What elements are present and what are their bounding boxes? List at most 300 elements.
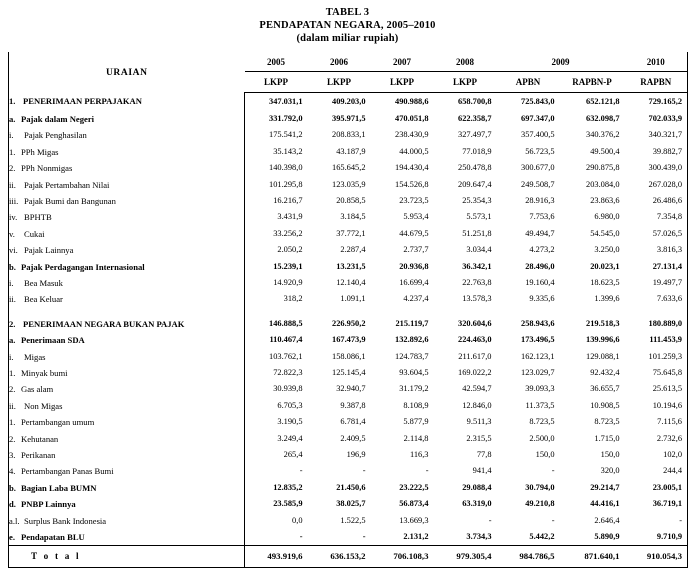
row-value-cell: 51.251,8 <box>462 228 492 238</box>
row-value-cell: 8.723,5 <box>529 417 555 427</box>
row-value-cell: 20.936,8 <box>399 261 429 271</box>
row-value-cell: 16.699,4 <box>399 277 429 287</box>
row-label-cell <box>9 193 245 209</box>
column-header-year-2005: 2005 <box>245 52 308 72</box>
row-label-cell <box>9 414 245 430</box>
table-row <box>9 93 688 111</box>
row-value-cell: 209.647,4 <box>458 179 492 189</box>
row-value-cell: 75.645,8 <box>625 365 688 381</box>
table-row <box>9 111 688 127</box>
row-label-text: Pajak Perdagangan Internasional <box>21 261 145 272</box>
row-marker: iii. <box>9 195 19 206</box>
column-header-basis-2006: LKPP <box>308 72 371 93</box>
row-label-text: Bagian Laba BUMN <box>21 482 97 493</box>
row-value-cell: 2.131,2 <box>403 532 429 542</box>
table-body <box>9 93 688 568</box>
row-value-cell: 23.723,5 <box>399 195 429 205</box>
row-value-cell: 44.000,5 <box>399 146 429 156</box>
row-value-cell: 12.140,4 <box>336 277 366 287</box>
row-value-cell: - <box>488 515 492 525</box>
row-value-cell: 102,0 <box>625 447 688 463</box>
row-value-cell: - <box>551 515 555 525</box>
table-head <box>9 52 688 93</box>
row-label-text: Migas <box>24 351 46 362</box>
row-value-cell: 38.025,7 <box>336 499 366 509</box>
row-label-cell <box>9 242 245 258</box>
table-row <box>9 513 688 529</box>
row-value-cell: 43.187,9 <box>336 146 366 156</box>
row-label-cell <box>9 209 245 225</box>
row-label-cell <box>9 513 245 529</box>
row-value-cell: 2.732,6 <box>625 431 688 447</box>
row-value-cell: 267.028,0 <box>625 177 688 193</box>
row-value-cell: 725.843,0 <box>521 97 555 107</box>
row-value-cell: 13.669,3 <box>399 515 429 525</box>
row-value-cell: 249.508,7 <box>521 179 555 189</box>
row-label-cell <box>9 365 245 381</box>
table-container <box>8 52 687 568</box>
table-unit-note: (dalam miliar rupiah) <box>296 32 399 44</box>
row-label-cell <box>9 480 245 496</box>
row-value-cell: 150,0 <box>535 450 555 460</box>
row-label-cell <box>9 381 245 397</box>
row-label-cell <box>9 463 245 479</box>
row-marker: 1. <box>9 367 16 378</box>
total-value-cell: 871.640,1 <box>560 546 625 568</box>
header-year-row <box>9 52 688 72</box>
table-row <box>9 259 688 275</box>
row-value-cell: 300.677,0 <box>521 163 555 173</box>
row-label-cell <box>9 144 245 160</box>
row-value-cell: - <box>362 532 366 542</box>
row-value-cell: 219.518,3 <box>586 318 620 328</box>
row-label-cell <box>9 226 245 242</box>
row-label-cell <box>9 529 245 546</box>
row-value-cell: 56.723,5 <box>525 146 555 156</box>
column-header-year-2006: 2006 <box>308 52 371 72</box>
table-row <box>9 144 688 160</box>
row-value-cell: 110.467,4 <box>269 335 303 345</box>
row-value-cell: - <box>551 466 555 476</box>
row-value-cell: 32.940,7 <box>336 384 366 394</box>
row-value-cell: 320.604,6 <box>458 318 492 328</box>
row-value-cell: 632.098,7 <box>586 113 620 123</box>
row-value-cell: 215.119,7 <box>395 318 429 328</box>
row-value-cell: 44.416,1 <box>590 499 620 509</box>
row-value-cell: 92.432,4 <box>590 367 620 377</box>
row-value-cell: 180.889,0 <box>625 316 688 332</box>
row-value-cell: 2.409,5 <box>340 433 366 443</box>
row-value-cell: 15.239,1 <box>273 261 303 271</box>
row-label-text: Pajak dalam Negeri <box>21 113 95 124</box>
row-value-cell: 140.398,0 <box>269 163 303 173</box>
row-marker: vi. <box>9 245 18 256</box>
table-title: PENDAPATAN NEGARA, 2005–2010 <box>259 19 436 31</box>
row-value-cell: 265,4 <box>283 450 303 460</box>
table-row <box>9 226 688 242</box>
row-value-cell: 3.190,5 <box>277 417 303 427</box>
row-label-text: Pendapatan BLU <box>21 532 85 543</box>
row-value-cell: 123.035,9 <box>332 179 366 189</box>
row-marker: 1. <box>9 146 16 157</box>
row-marker: a.l. <box>9 515 20 526</box>
row-label-text: Surplus Bank Indonesia <box>24 515 107 526</box>
row-value-cell: 37.772,1 <box>336 228 366 238</box>
row-value-cell: 211.617,0 <box>458 351 492 361</box>
row-value-cell: 77,8 <box>476 450 492 460</box>
row-marker: v. <box>9 228 15 239</box>
row-value-cell: 395.971,5 <box>332 113 366 123</box>
row-value-cell: 49.210,8 <box>525 499 555 509</box>
row-marker: 1. <box>9 417 16 428</box>
row-value-cell: 941,4 <box>472 466 492 476</box>
row-marker: iv. <box>9 212 18 223</box>
column-header-basis-2009-rapbnp: RAPBN-P <box>560 72 625 93</box>
total-label: T o t a l <box>9 546 245 568</box>
row-value-cell: 729.165,2 <box>625 93 688 111</box>
spacer-cell <box>371 308 434 316</box>
table-row <box>9 398 688 414</box>
row-label-text: Kehutanan <box>21 433 59 444</box>
row-value-cell: 16.216,7 <box>273 195 303 205</box>
table-row <box>9 160 688 176</box>
table-row <box>9 414 688 430</box>
column-header-basis-2009-apbn: APBN <box>497 72 560 93</box>
row-value-cell: 697.347,0 <box>521 113 555 123</box>
row-value-cell: 347.031,1 <box>269 97 303 107</box>
total-value-cell: 979.305,4 <box>434 546 497 568</box>
row-marker: ii. <box>9 179 16 190</box>
spacer-cell <box>497 308 560 316</box>
row-value-cell: 300.439,0 <box>625 160 688 176</box>
row-label-cell <box>9 93 245 111</box>
row-value-cell: 340.321,7 <box>625 127 688 143</box>
row-value-cell: 2.500,0 <box>529 433 555 443</box>
row-value-cell: 3.184,5 <box>340 212 366 222</box>
row-label-cell <box>9 316 245 332</box>
row-value-cell: 18.623,5 <box>590 277 620 287</box>
row-label-text: Pajak Pertambahan Nilai <box>24 179 110 190</box>
row-value-cell: 4.273,2 <box>529 245 555 255</box>
row-value-cell: - <box>425 466 429 476</box>
row-value-cell: 72.822,3 <box>273 367 303 377</box>
row-value-cell: 132.892,6 <box>395 335 429 345</box>
table-row <box>9 381 688 397</box>
row-value-cell: 175.541,2 <box>269 130 303 140</box>
row-value-cell: 1.715,0 <box>594 433 620 443</box>
spacer-cell <box>434 308 497 316</box>
column-header-year-2008: 2008 <box>434 52 497 72</box>
row-value-cell: 49.500,4 <box>590 146 620 156</box>
row-value-cell: 2.315,5 <box>466 433 492 443</box>
row-value-cell: 35.143,2 <box>273 146 303 156</box>
row-marker: ii. <box>9 294 16 305</box>
row-value-cell: 63.319,0 <box>462 499 492 509</box>
column-header-year-2009: 2009 <box>497 52 625 72</box>
row-value-cell: 154.526,8 <box>395 179 429 189</box>
row-value-cell: 11.373,5 <box>525 400 555 410</box>
row-label-cell <box>9 127 245 143</box>
row-label-text: Perikanan <box>21 450 56 461</box>
spacer-cell <box>560 308 625 316</box>
row-value-cell: 5.890,9 <box>594 532 620 542</box>
row-label-text: Cukai <box>24 228 45 239</box>
row-value-cell: 36.719,1 <box>625 496 688 512</box>
table-row <box>9 480 688 496</box>
row-value-cell: 357.400,5 <box>521 130 555 140</box>
row-value-cell: 1.091,1 <box>340 294 366 304</box>
table-spacer-row <box>9 308 688 316</box>
row-value-cell: 7.115,6 <box>625 414 688 430</box>
row-value-cell: 652.121,8 <box>586 97 620 107</box>
table-row <box>9 291 688 307</box>
row-value-cell: 5.573,1 <box>466 212 492 222</box>
row-value-cell: 20.858,5 <box>336 195 366 205</box>
row-marker: a. <box>9 335 16 346</box>
row-value-cell: 14.920,9 <box>273 277 303 287</box>
row-value-cell: 8.723,5 <box>594 417 620 427</box>
row-value-cell: 173.496,5 <box>521 335 555 345</box>
row-value-cell: 150,0 <box>600 450 620 460</box>
row-value-cell: 93.604,5 <box>399 367 429 377</box>
row-value-cell: 36.655,7 <box>590 384 620 394</box>
row-label-text: Pertambangan umum <box>21 417 95 428</box>
row-marker: b. <box>9 261 16 272</box>
row-label-text: PPh Migas <box>21 146 59 157</box>
spacer-cell <box>245 308 308 316</box>
row-label-cell <box>9 349 245 365</box>
row-value-cell: 124.783,7 <box>395 351 429 361</box>
row-value-cell: 3.249,4 <box>277 433 303 443</box>
row-value-cell: 103.762,1 <box>269 351 303 361</box>
row-value-cell: 12.835,2 <box>273 482 303 492</box>
row-value-cell: 702.033,9 <box>625 111 688 127</box>
row-value-cell: 20.023,1 <box>590 261 620 271</box>
row-label-cell <box>9 447 245 463</box>
row-label-text: Penerimaan SDA <box>21 335 85 346</box>
table-row <box>9 242 688 258</box>
row-value-cell: - <box>625 513 688 529</box>
row-value-cell: 3.816,3 <box>625 242 688 258</box>
row-marker: 1. <box>9 96 16 107</box>
row-value-cell: 320,0 <box>600 466 620 476</box>
row-label-text: PENERIMAAN PERPAJAKAN <box>23 96 142 107</box>
row-value-cell: 36.342,1 <box>462 261 492 271</box>
row-label-cell <box>9 177 245 193</box>
row-value-cell: 196,9 <box>346 450 366 460</box>
row-value-cell: 340.376,2 <box>586 130 620 140</box>
row-value-cell: 3.734,3 <box>466 532 492 542</box>
row-marker: 2. <box>9 433 16 444</box>
row-value-cell: 158.086,1 <box>332 351 366 361</box>
row-marker: 2. <box>9 384 16 395</box>
row-label-cell <box>9 275 245 291</box>
row-value-cell: 3.034,4 <box>466 245 492 255</box>
row-value-cell: 10.908,5 <box>590 400 620 410</box>
column-header-uraian: URAIAN <box>9 52 245 93</box>
column-header-basis-2005: LKPP <box>245 72 308 93</box>
row-value-cell: 622.358,7 <box>458 113 492 123</box>
table-row <box>9 431 688 447</box>
row-value-cell: 258.943,6 <box>521 318 555 328</box>
row-value-cell: 25.613,5 <box>625 381 688 397</box>
row-value-cell: 167.473,9 <box>332 335 366 345</box>
row-value-cell: 7.354,8 <box>625 209 688 225</box>
row-marker: 2. <box>9 163 16 174</box>
row-label-text: Bea Keluar <box>24 294 63 305</box>
row-value-cell: 4.237,4 <box>403 294 429 304</box>
row-value-cell: 7.633,6 <box>625 291 688 307</box>
row-value-cell: 129.088,1 <box>586 351 620 361</box>
row-label-text: Bea Masuk <box>24 277 63 288</box>
column-header-year-2010: 2010 <box>625 52 688 72</box>
row-value-cell: 2.646,4 <box>594 515 620 525</box>
row-value-cell: 13.578,3 <box>462 294 492 304</box>
row-label-text: Pajak Lainnya <box>24 245 74 256</box>
row-marker: b. <box>9 482 16 493</box>
row-value-cell: 56.873,4 <box>399 499 429 509</box>
spacer-cell <box>308 308 371 316</box>
row-value-cell: 31.179,2 <box>399 384 429 394</box>
row-value-cell: 490.988,6 <box>395 97 429 107</box>
row-value-cell: 290.875,8 <box>586 163 620 173</box>
row-value-cell: 19.160,4 <box>525 277 555 287</box>
row-label-cell <box>9 160 245 176</box>
row-value-cell: 111.453,9 <box>625 332 688 348</box>
table-row <box>9 447 688 463</box>
row-label-cell <box>9 332 245 348</box>
row-marker: ii. <box>9 400 16 411</box>
row-value-cell: 2.287,4 <box>340 245 366 255</box>
spacer-cell <box>9 308 245 316</box>
row-value-cell: 29.214,7 <box>590 482 620 492</box>
table-row <box>9 529 688 546</box>
row-value-cell: 318,2 <box>283 294 303 304</box>
table-row <box>9 332 688 348</box>
row-value-cell: 162.123,1 <box>521 351 555 361</box>
row-value-cell: - <box>362 466 366 476</box>
table-row <box>9 209 688 225</box>
row-value-cell: 123.029,7 <box>521 367 555 377</box>
row-label-cell <box>9 111 245 127</box>
row-value-cell: 29.088,4 <box>462 482 492 492</box>
row-label-text: Non Migas <box>24 400 63 411</box>
row-label-cell <box>9 496 245 512</box>
table-row <box>9 463 688 479</box>
row-label-text: Gas alam <box>21 384 54 395</box>
row-value-cell: 3.250,0 <box>594 245 620 255</box>
table-row <box>9 177 688 193</box>
column-header-basis-2010-rapbn: RAPBN <box>625 72 688 93</box>
table-number: TABEL 3 <box>325 7 370 18</box>
table-title-block <box>0 0 695 45</box>
row-value-cell: 2.050,2 <box>277 245 303 255</box>
row-value-cell: 23.863,6 <box>590 195 620 205</box>
row-value-cell: 13.231,5 <box>336 261 366 271</box>
row-value-cell: 2.114,8 <box>403 433 429 443</box>
row-value-cell: 9.511,3 <box>466 417 492 427</box>
row-value-cell: 27.131,4 <box>625 259 688 275</box>
row-value-cell: - <box>299 466 303 476</box>
table-row <box>9 496 688 512</box>
row-marker: d. <box>9 499 16 510</box>
row-value-cell: 8.108,9 <box>403 400 429 410</box>
row-value-cell: 9.710,9 <box>625 529 688 546</box>
row-value-cell: 6.705,3 <box>277 400 303 410</box>
row-marker: i. <box>9 130 14 141</box>
row-value-cell: 42.594,7 <box>462 384 492 394</box>
table-row <box>9 365 688 381</box>
row-label-text: Pajak Penghasilan <box>24 130 87 141</box>
row-label-cell <box>9 291 245 307</box>
row-value-cell: 22.763,8 <box>462 277 492 287</box>
row-value-cell: 327.497,7 <box>458 130 492 140</box>
table-total-row <box>9 546 688 568</box>
table-row <box>9 127 688 143</box>
row-value-cell: 28.916,3 <box>525 195 555 205</box>
row-value-cell: 238.430,9 <box>395 130 429 140</box>
row-value-cell: 208.833,1 <box>332 130 366 140</box>
total-value-cell: 706.108,3 <box>371 546 434 568</box>
row-value-cell: 116,3 <box>409 450 429 460</box>
row-value-cell: 39.093,3 <box>525 384 555 394</box>
row-label-text: PENERIMAAN NEGARA BUKAN PAJAK <box>23 318 185 329</box>
row-value-cell: 9.335,6 <box>529 294 555 304</box>
row-value-cell: 54.545,0 <box>590 228 620 238</box>
row-label-text: PPh Nonmigas <box>21 163 73 174</box>
row-value-cell: 226.950,2 <box>332 318 366 328</box>
row-value-cell: 33.256,2 <box>273 228 303 238</box>
column-header-year-2007: 2007 <box>371 52 434 72</box>
row-value-cell: 49.494,7 <box>525 228 555 238</box>
row-value-cell: 139.996,6 <box>586 335 620 345</box>
row-marker: i. <box>9 277 14 288</box>
spacer-cell <box>625 308 688 316</box>
row-label-text: Pajak Bumi dan Bangunan <box>24 195 116 206</box>
row-label-text: BPHTB <box>24 212 52 223</box>
row-value-cell: 125.145,4 <box>332 367 366 377</box>
total-value-cell: 984.786,5 <box>497 546 560 568</box>
table-row <box>9 316 688 332</box>
row-marker: 3. <box>9 450 16 461</box>
row-value-cell: 57.026,5 <box>625 226 688 242</box>
column-header-basis-2007: LKPP <box>371 72 434 93</box>
row-label-cell <box>9 431 245 447</box>
row-label-text: PNBP Lainnya <box>21 499 76 510</box>
row-value-cell: 224.463,0 <box>458 335 492 345</box>
row-value-cell: 9.387,8 <box>340 400 366 410</box>
row-value-cell: 331.792,0 <box>269 113 303 123</box>
row-value-cell: 10.194,6 <box>625 398 688 414</box>
row-value-cell: 77.018,9 <box>462 146 492 156</box>
row-value-cell: 5.442,2 <box>529 532 555 542</box>
row-value-cell: 12.846,0 <box>462 400 492 410</box>
row-value-cell: 6.980,0 <box>594 212 620 222</box>
row-value-cell: 101.259,3 <box>625 349 688 365</box>
row-value-cell: 39.882,7 <box>625 144 688 160</box>
row-value-cell: 101.295,8 <box>269 179 303 189</box>
row-value-cell: 169.022,2 <box>458 367 492 377</box>
row-value-cell: 250.478,8 <box>458 163 492 173</box>
row-value-cell: 5.953,4 <box>403 212 429 222</box>
row-value-cell: 203.084,0 <box>586 179 620 189</box>
row-value-cell: 2.737,7 <box>403 245 429 255</box>
row-value-cell: 25.354,3 <box>462 195 492 205</box>
total-value-cell: 910.054,3 <box>625 546 688 568</box>
row-value-cell: 19.497,7 <box>625 275 688 291</box>
row-label-cell <box>9 398 245 414</box>
row-value-cell: 244,4 <box>625 463 688 479</box>
